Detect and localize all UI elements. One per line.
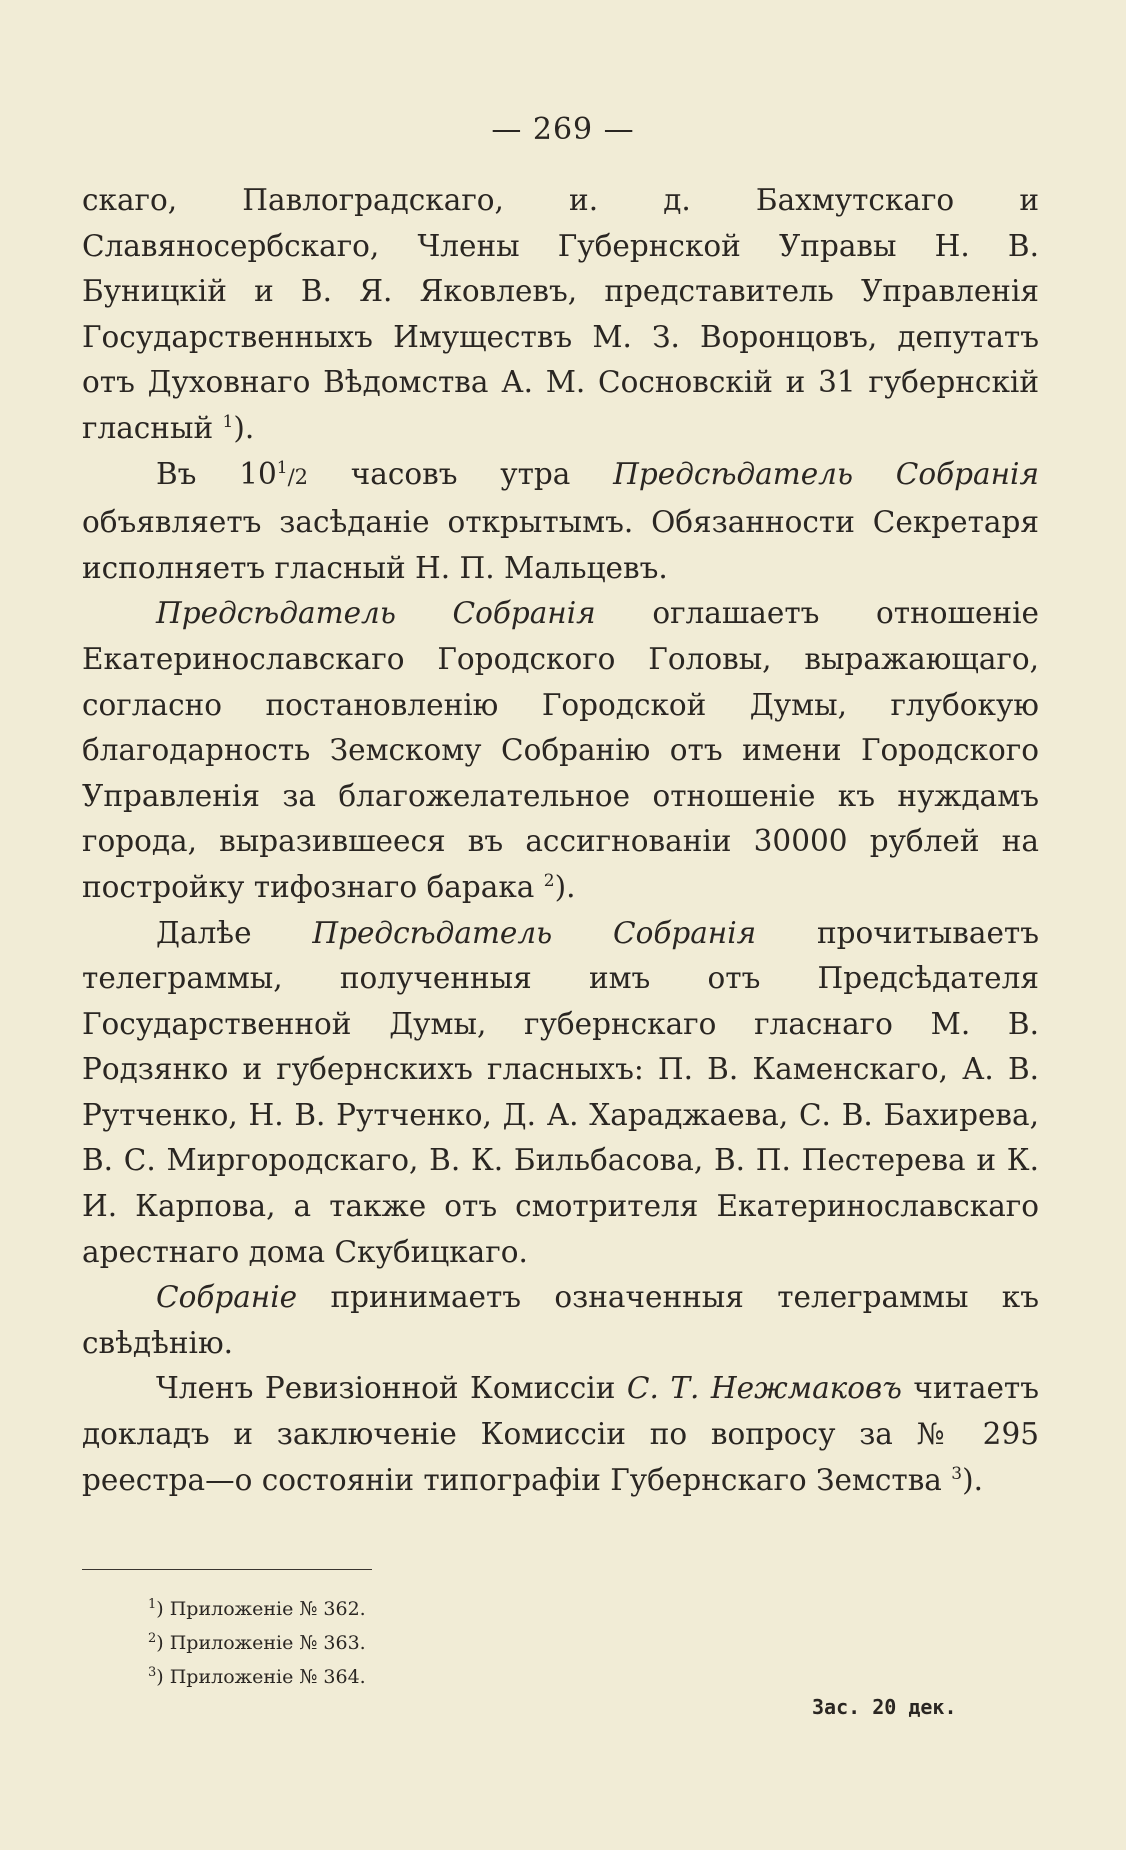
paragraph-3: Предсѣдатель Собранія оглашаетъ отношеніе Екатеринославскаго Городского Головы, выражающаго, согласно постановленію Городской Думы, глубокую благодарность Земскому Собранію отъ имени Городского Управленія за благожелательное отношеніе къ нуждамъ города, выразившееся въ ассигнованіи 30000 рублей на постройку тифознаго барака $^2$). — [82, 596, 1039, 904]
fraction-denominator: /2 — [287, 464, 308, 489]
paragraph-4: Далѣе Предсѣдатель Собранія прочитываетъ телеграммы, полученныя имъ отъ Предсѣдателя Государственной Думы, губернскаго гласнаго М. В. Родзянко и губернскихъ гласныхъ: П. В. Каменскаго, А. В. Рутченко, Н. В. Рутченко, Д. А. Хараджаева, С. В. Бахирева, В. С. Миргородскаго, В. К. Бильбасова, В. П. Пестерева и К. И. Карпова, а также отъ смотрителя Екатеринославскаго арестнаго дома Скубицкаго. — [82, 915, 1040, 1269]
paragraph-1: скаго, Павлоградскаго, и. д. Бахмутскаго и Славяносербскаго, Члены Губернской Управы Н. В. Буницкій и В. Я. Яковлевъ, представитель Управленія Государственныхъ Имуществъ М. З. Воронцовъ, депутатъ отъ Духовнаго Вѣдомства А. М. Сосновскій и 31 губернскій гласный $^1$). — [82, 183, 1039, 445]
italic-phrase: Предсѣдатель Собранія — [312, 915, 757, 950]
footnote-ref-3: 3 — [951, 1463, 963, 1484]
footnote-ref-2: 2 — [543, 870, 555, 891]
fraction-numerator: 1 — [276, 457, 288, 478]
body-text — [82, 178, 1039, 1503]
italic-phrase: Собраніе — [156, 1280, 298, 1315]
italic-phrase: Предсѣдатель Собранія — [613, 456, 1039, 491]
page-number: — 269 — — [491, 112, 635, 147]
italic-phrase: С. Т. Нежмаковъ — [626, 1371, 902, 1406]
footnote-2: $^2$) Приложеніе № 363. — [148, 1631, 366, 1654]
footnotes — [148, 1592, 366, 1694]
footnote-3: $^3$) Приложеніе № 364. — [148, 1665, 366, 1688]
footnote-ref-1: 1 — [222, 411, 234, 432]
footnote-divider — [82, 1569, 372, 1570]
paragraph-6: Членъ Ревизіонной Комиссіи С. Т. Нежмаковъ читаетъ докладъ и заключеніе Комиссіи по вопросу за № 295 реестра—о состояніи типографіи Губернскаго Земства $^3$). — [82, 1371, 1039, 1497]
footnote-1: $^1$) Приложеніе № 362. — [148, 1597, 366, 1620]
italic-phrase: Предсѣдатель Собранія — [156, 596, 596, 631]
paragraph-5: Собраніе принимаетъ означенныя телеграммы къ свѣдѣнію. — [82, 1280, 1039, 1360]
session-signature: Зас. 20 дек. — [812, 1695, 957, 1719]
paragraph-2: Въ 10$^1$/2 часовъ утра Предсѣдатель Собранія объявляетъ засѣданіе открытымъ. Обязанности Секретаря исполняетъ гласный Н. П. Мальцевъ. — [82, 456, 1039, 585]
